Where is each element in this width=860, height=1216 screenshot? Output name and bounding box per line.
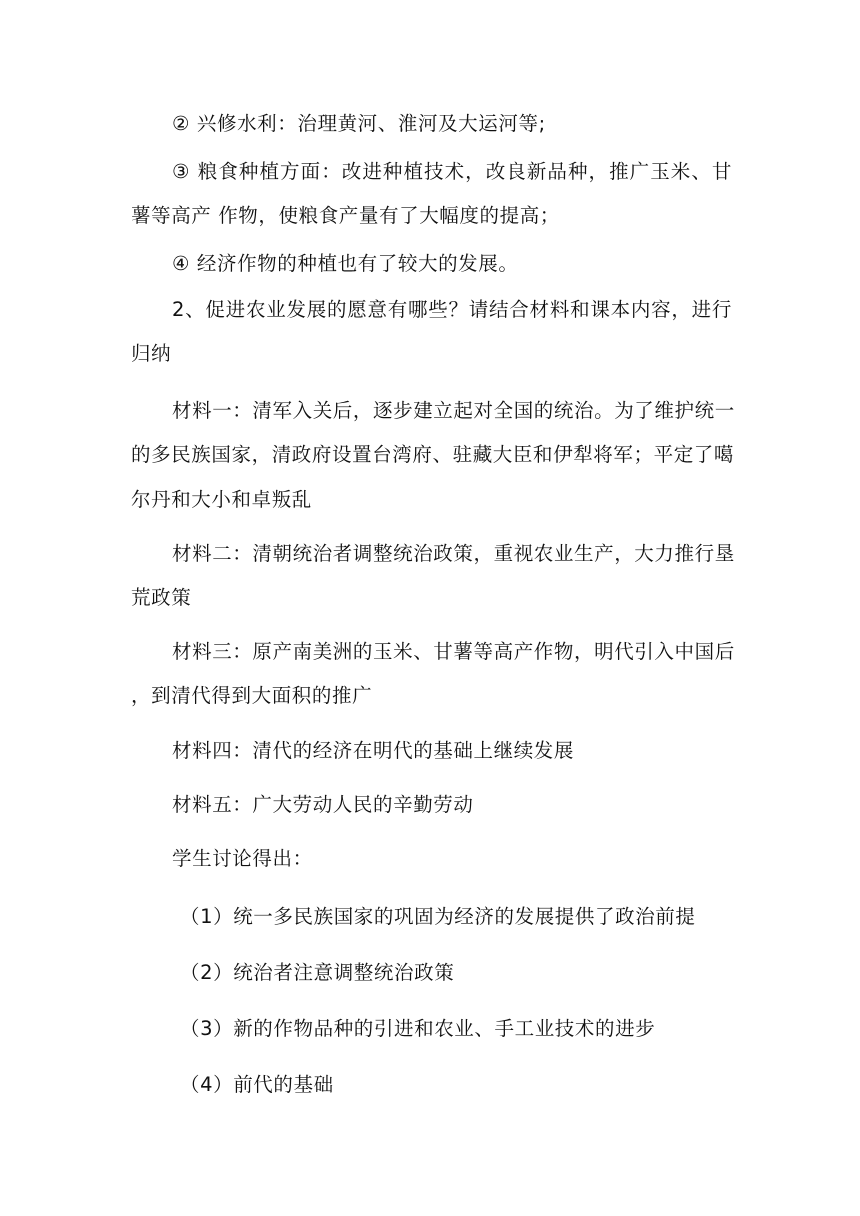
- text-line-6: 归纳: [131, 342, 172, 365]
- text-line-3: 薯等高产 作物，使粮食产量有了大幅度的提高；: [131, 204, 560, 227]
- text-line-16: 学生讨论得出：: [172, 847, 313, 870]
- text-line-17: （1）统一多民族国家的巩固为经济的发展提供了政治前提: [180, 905, 696, 928]
- text-line-1: ② 兴修水利：治理黄河、淮河及大运河等;: [172, 112, 546, 135]
- text-line-15: 材料五：广大劳动人民的辛勤劳动: [172, 793, 474, 816]
- text-line-7: 材料一：清军入关后，逐步建立起对全国的统治。为了维护统一: [172, 399, 735, 422]
- text-line-10: 材料二：清朝统治者调整统治政策，重视农业生产，大力推行垦: [172, 542, 735, 565]
- text-line-2: ③ 粮食种植方面：改进种植技术，改良新品种，推广玉米、甘: [172, 160, 732, 183]
- text-line-13: ，到清代得到大面积的推广: [131, 684, 373, 707]
- text-line-11: 荒政策: [131, 586, 192, 609]
- text-line-5: 2、促进农业发展的愿意有哪些？请结合材料和课本内容，进行: [172, 298, 732, 321]
- text-line-8: 的多民族国家，清政府设置台湾府、驻藏大臣和伊犁将军；平定了噶: [131, 443, 735, 466]
- text-line-14: 材料四：清代的经济在明代的基础上继续发展: [172, 739, 575, 762]
- text-line-9: 尔丹和大小和卓叛乱: [131, 488, 312, 511]
- text-line-12: 材料三：原产南美洲的玉米、甘薯等高产作物，明代引入中国后: [172, 640, 735, 663]
- text-line-19: （3）新的作物品种的引进和农业、手工业技术的进步: [180, 1017, 656, 1040]
- text-line-20: （4）前代的基础: [180, 1073, 334, 1096]
- text-line-4: ④ 经济作物的种植也有了较大的发展。: [172, 252, 519, 275]
- text-line-18: （2）统治者注意调整统治政策: [180, 961, 455, 984]
